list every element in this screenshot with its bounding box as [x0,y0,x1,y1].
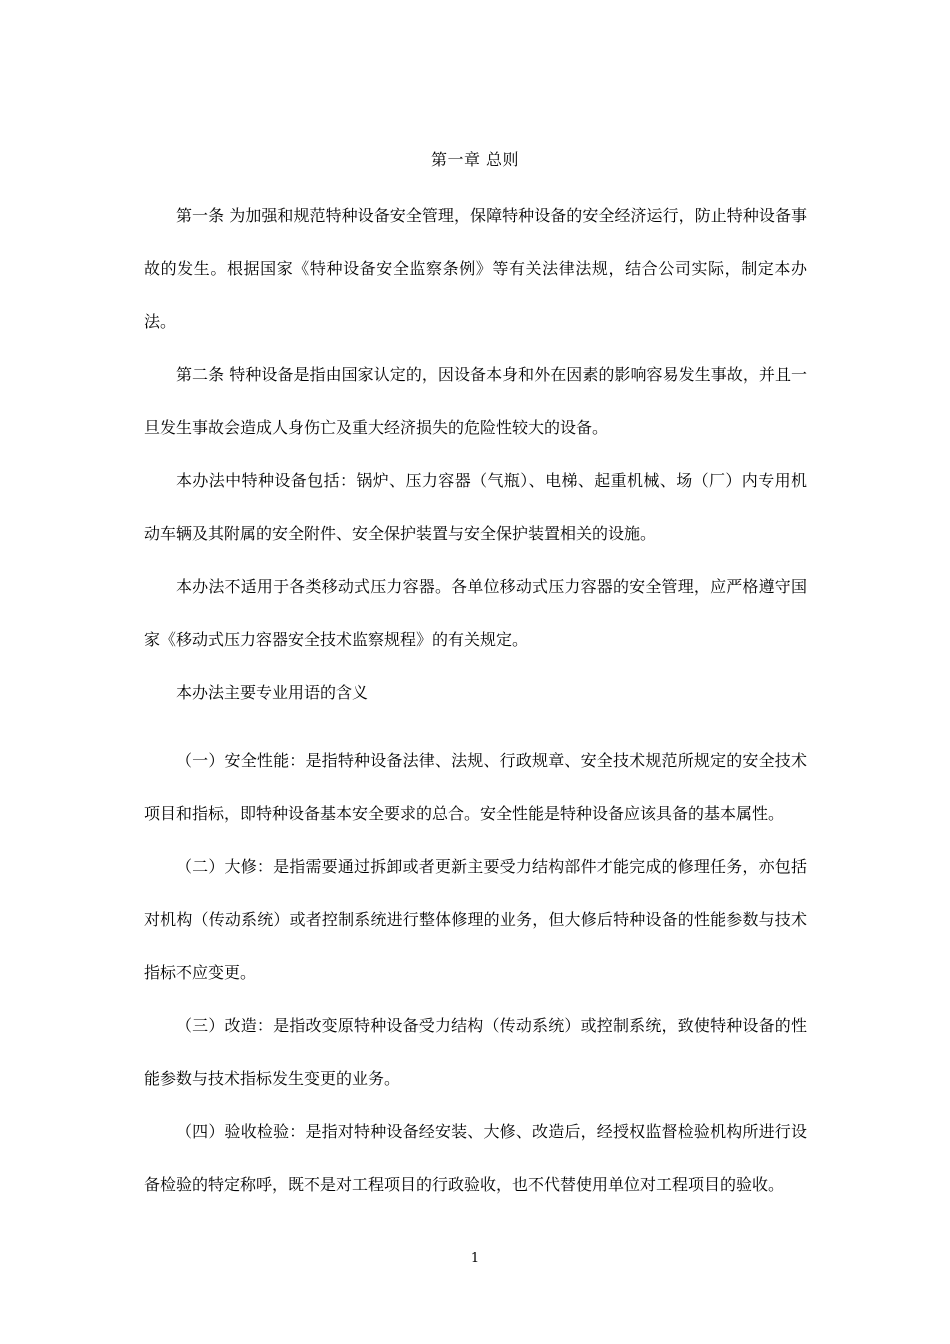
paragraph-scope: 本办法中特种设备包括：锅炉、压力容器（气瓶）、电梯、起重机械、场（厂）内专用机动车辆及其附属的安全附件、安全保护装置与安全保护装置相关的设施。 [144,471,807,543]
page-number: 1 [470,1251,480,1266]
paragraph-term-3: （三）改造：是指改变原特种设备受力结构（传动系统）或控制系统，致使特种设备的性能参数与技术指标发生变更的业务。 [144,1016,807,1088]
paragraph-exclusion: 本办法不适用于各类移动式压力容器。各单位移动式压力容器的安全管理，应严格遵守国家《移动式压力容器安全技术监察规程》的有关规定。 [144,577,807,649]
paragraph-term-4: （四）验收检验：是指对特种设备经安装、大修、改造后，经授权监督检验机构所进行设备检验的特定称呼，既不是对工程项目的行政验收，也不代替使用单位对工程项目的验收。 [144,1122,807,1194]
chapter-title: 第一章 总则 [430,150,520,169]
paragraph-article-2: 第二条 特种设备是指由国家认定的，因设备本身和外在因素的影响容易发生事故，并且一旦发生事故会造成人身伤亡及重大经济损失的危险性较大的设备。 [144,365,807,437]
paragraph-term-1: （一）安全性能：是指特种设备法律、法规、行政规章、安全技术规范所规定的安全技术项目和指标，即特种设备基本安全要求的总合。安全性能是特种设备应该具备的基本属性。 [144,751,807,823]
paragraph-term-2: （二）大修：是指需要通过拆卸或者更新主要受力结构部件才能完成的修理任务，亦包括对机构（传动系统）或者控制系统进行整体修理的业务，但大修后特种设备的性能参数与技术指标不应变更。 [144,857,807,982]
paragraph-article-1: 第一条 为加强和规范特种设备安全管理，保障特种设备的安全经济运行，防止特种设备事故的发生。根据国家《特种设备安全监察条例》等有关法律法规，结合公司实际，制定本办法。 [144,206,807,331]
paragraph-terms-heading: 本办法主要专业用语的含义 [176,683,369,702]
